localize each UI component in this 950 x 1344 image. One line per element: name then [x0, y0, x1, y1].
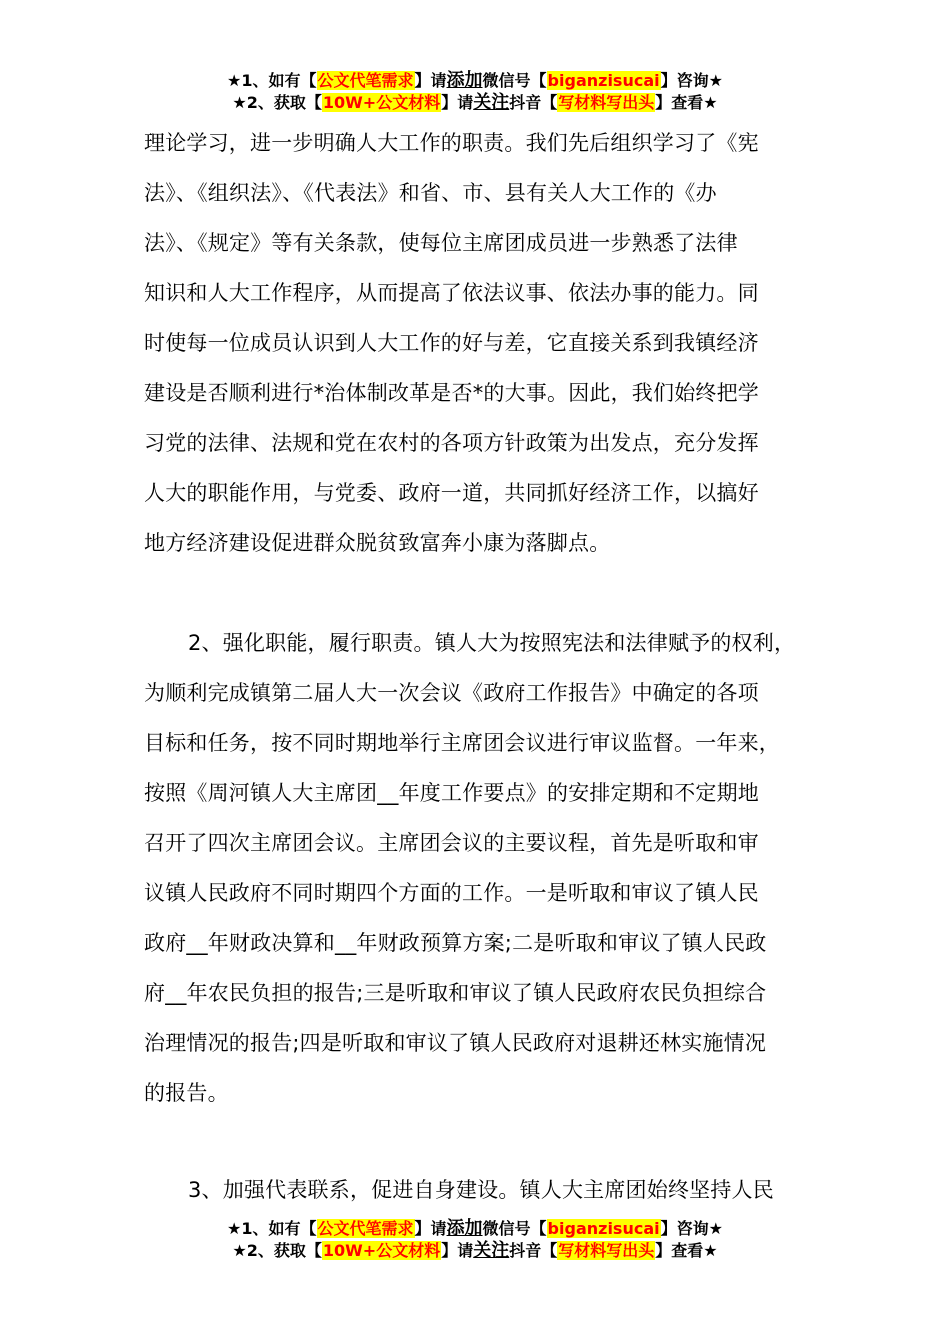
text-line: 3、加强代表联系，促进自身建设。镇人大主席团始终坚持人民	[188, 1178, 774, 1202]
banner-underline-text: 关注	[473, 1240, 510, 1261]
banner-text: 】请	[441, 1241, 474, 1260]
banner-underline-text: 关注	[473, 92, 510, 113]
text-line: 知识和人大工作程序，从而提高了依法议事、依法办事的能力。同	[144, 281, 759, 305]
text-line: 府__年农民负担的报告;三是听取和审议了镇人民政府农民负担综合	[144, 981, 767, 1005]
banner-text: ★1、如有【	[227, 1219, 317, 1238]
banner-text: 微信号【	[482, 1219, 547, 1238]
text-line: 法》、《组织法》、《代表法》和省、市、县有关人大工作的《办	[144, 181, 717, 205]
text-line: 建设是否顺利进行*治体制改革是否*的大事。因此，我们始终把学	[144, 381, 759, 405]
banner-highlight: 10W+公文材料	[322, 93, 441, 112]
banner-text: 】请	[414, 71, 447, 90]
footer-banner	[0, 1218, 950, 1262]
text-line: 人大的职能作用，与党委、政府一道，共同抓好经济工作，以搞好	[144, 481, 759, 505]
text-line: 法》、《规定》等有关条款，使每位主席团成员进一步熟悉了法律	[144, 231, 738, 255]
header-banner	[0, 70, 950, 114]
banner-text: ★1、如有【	[227, 71, 317, 90]
text-line: 习党的法律、法规和党在农村的各项方针政策为出发点，充分发挥	[144, 431, 759, 455]
banner-text: 抖音【	[509, 1241, 558, 1260]
banner-underline-text: 添加	[446, 1218, 483, 1239]
banner-underline-text: 添加	[446, 70, 483, 91]
text-line: 治理情况的报告;四是听取和审议了镇人民政府对退耕还林实施情况	[144, 1031, 767, 1055]
banner-text: ★2、获取【	[232, 93, 322, 112]
text-line: 2、强化职能，履行职责。镇人大为按照宪法和法律赋予的权利，	[188, 631, 796, 655]
text-line: 的报告。	[144, 1081, 229, 1105]
paragraph-3	[144, 1165, 834, 1215]
banner-highlight: 公文代笔需求	[317, 1219, 414, 1238]
text-line: 召开了四次主席团会议。主席团会议的主要议程，首先是听取和审	[144, 831, 759, 855]
banner-text: 】咨询★	[660, 1219, 723, 1238]
text-line: 为顺利完成镇第二届人大一次会议《政府工作报告》中确定的各项	[144, 681, 759, 705]
paragraph-2	[144, 618, 834, 1118]
banner-highlight: 写材料写出头	[558, 93, 655, 112]
banner-text: 】请	[414, 1219, 447, 1238]
banner-highlight: 公文代笔需求	[317, 71, 414, 90]
text-line: 议镇人民政府不同时期四个方面的工作。一是听取和审议了镇人民	[144, 881, 759, 905]
text-line: 目标和任务，按不同时期地举行主席团会议进行审议监督。一年来，	[144, 731, 780, 755]
banner-highlight: biganzisucai	[547, 1219, 660, 1238]
banner-text: 】查看★	[655, 1241, 718, 1260]
banner-highlight: biganzisucai	[547, 71, 660, 90]
text-line: 理论学习，进一步明确人大工作的职责。我们先后组织学习了《宪	[144, 131, 759, 155]
text-line: 时使每一位成员认识到人大工作的好与差，它直接关系到我镇经济	[144, 331, 759, 355]
banner-line-2	[0, 92, 950, 114]
banner-line-1	[0, 70, 950, 92]
banner-text: 】咨询★	[660, 71, 723, 90]
banner-line-1	[0, 1218, 950, 1240]
text-line: 按照《周河镇人大主席团__年度工作要点》的安排定期和不定期地	[144, 781, 759, 805]
banner-text: 微信号【	[482, 71, 547, 90]
banner-text: ★2、获取【	[232, 1241, 322, 1260]
paragraph-1	[144, 118, 834, 568]
banner-text: 】查看★	[655, 93, 718, 112]
banner-text: 抖音【	[509, 93, 558, 112]
banner-text: 】请	[441, 93, 474, 112]
text-line: 地方经济建设促进群众脱贫致富奔小康为落脚点。	[144, 531, 611, 555]
banner-highlight: 10W+公文材料	[322, 1241, 441, 1260]
text-line: 政府__年财政决算和__年财政预算方案;二是听取和审议了镇人民政	[144, 931, 767, 955]
banner-line-2	[0, 1240, 950, 1262]
banner-highlight: 写材料写出头	[558, 1241, 655, 1260]
